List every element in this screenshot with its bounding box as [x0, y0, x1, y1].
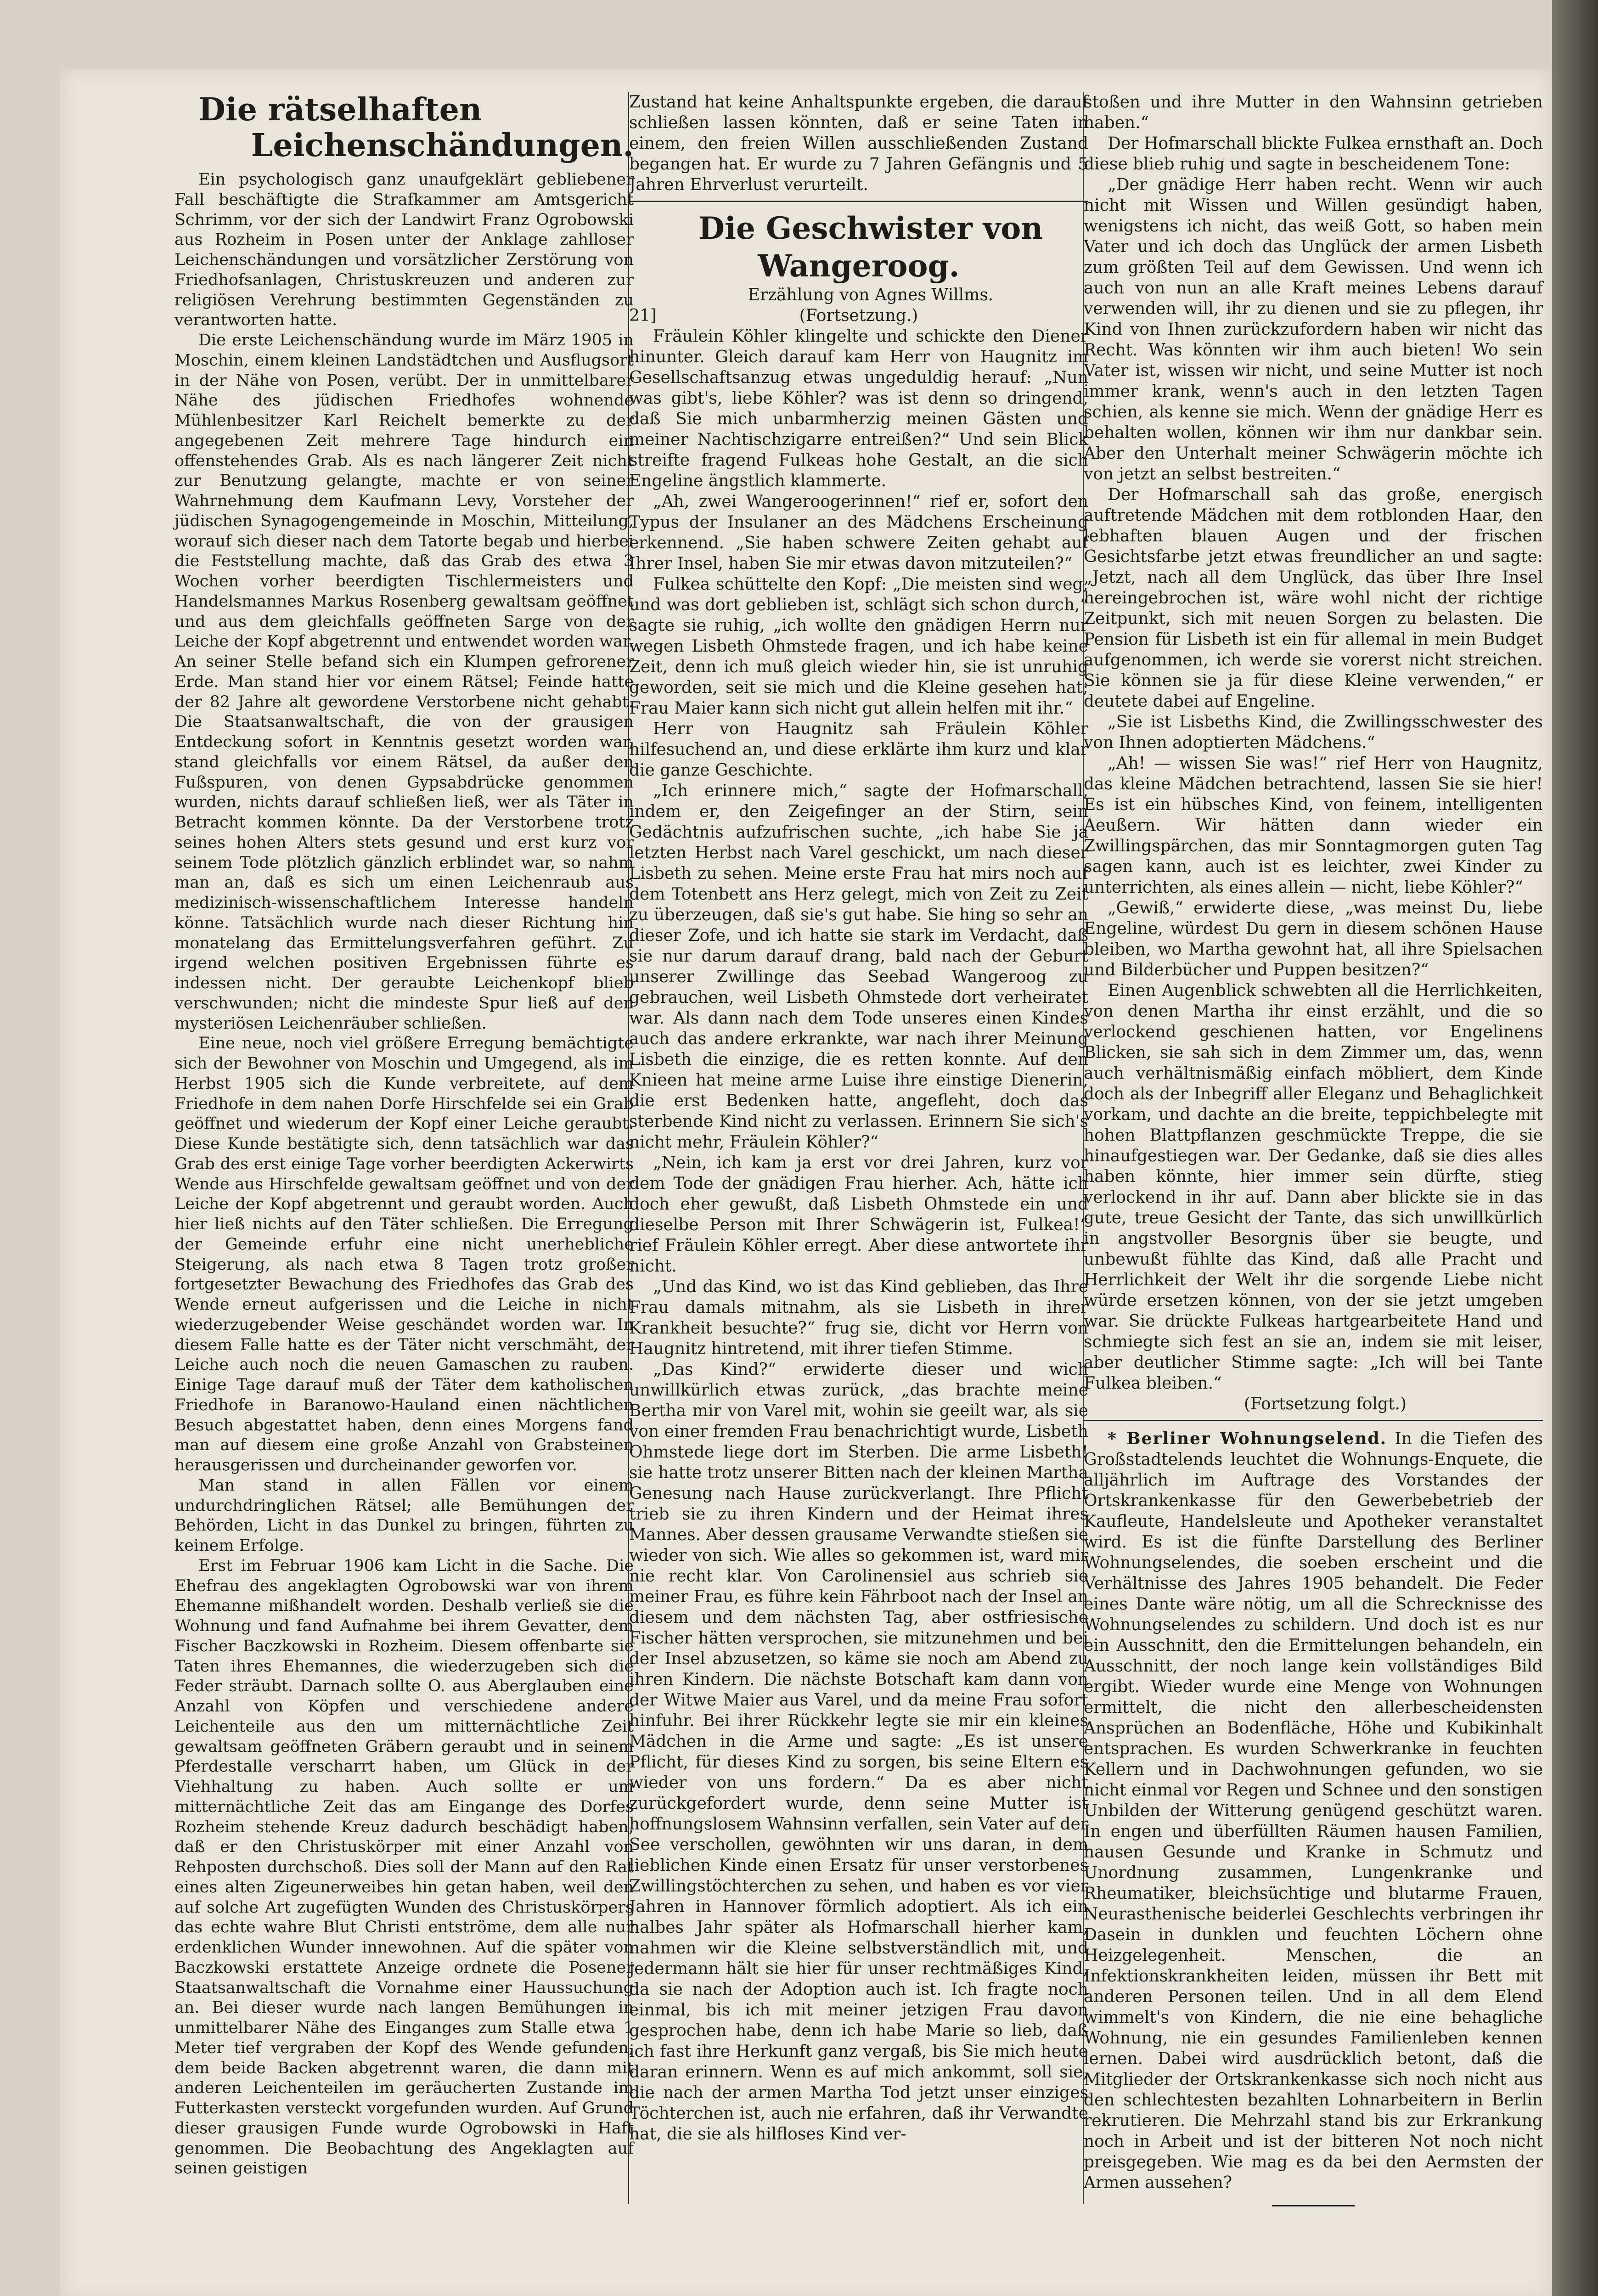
section-rule [629, 201, 1088, 202]
paragraph: Man stand in allen Fällen vor einem undurchdringlichen Rätsel; alle Bemühungen der Behörden, Licht in das Dunkel zu bringen, führten zu keinem Erfolge. [174, 1476, 634, 1555]
section-rule [1084, 1420, 1543, 1421]
paragraph: „Ah! — wissen Sie was!“ rief Herr von Haugnitz, das kleine Mädchen betrachtend, lassen Sie sie hier! Es ist ein hübsches Kind, von feinem, intelligenten Aeußern. Wir hätten dann wieder ein Zwillingspärchen, das mir Sonntagmorgen guten Tag sagen kann, auch ist es leichter, zwei Kinder zu unterrichten, als eines allein — nicht, liebe Köhler?“ [1084, 754, 1543, 897]
page-edge-shadow [1552, 0, 1598, 2296]
paragraph: Fulkea schüttelte den Kopf: „Die meisten sind weg, und was dort geblieben ist, schlägt sich schon durch,“ sagte sie ruhig, „ich wollte den gnädigen Herrn nur wegen Lisbeth Ohmstede fragen, und ich habe keine Zeit, denn ich muß gleich wieder hin, sie ist unruhig geworden, seit sie mich und die Kleine gesehen hat; Frau Maier kann sich nicht gut allein helfen mit ihr.“ [629, 575, 1088, 718]
article-title-line1: Die rätselhaften [198, 91, 482, 128]
installment-number: 21] [629, 306, 657, 325]
paragraph: „Das Kind?“ erwiderte dieser und wich unwillkürlich etwas zurück, „das brachte meine Bertha mir von Varel mit, wohin sie geeilt war, als sie von einer fremden Frau benachrichtigt wurde, Lisbeth Ohmstede liege dort im Sterben. Die arme Lisbeth! sie hatte trotz unserer Bitten nach der kleinen Martha Genesung nach Hause zurückverlangt. Ihre Pflicht trieb sie zu ihren Kindern und der Heimat ihres Mannes. Aber dessen grausame Verwandte stießen sie wieder von sich. Wie alles so gekommen ist, ward mir nie recht klar. Von Carolinensiel aus schrieb sie meiner Frau, es führe kein Fährboot nach der Insel an diesem und dem nächsten Tag, aber ostfriesische Fischer hätten versprochen, sie mitzunehmen und bei der Insel abzusetzen, so käme sie noch am Abend zu ihren Kindern. Die nächste Botschaft kam dann von der Witwe Maier aus Varel, und da meine Frau sofort hinfuhr. Bei ihrer Rückkehr legte sie mir ein kleines Mädchen in die Arme und sagte: „Es ist unsere Pflicht, für dieses Kind zu sorgen, bis seine Eltern es wieder von uns fordern.“ Da es aber nicht zurückgefordert wurde, denn seine Mutter ist hoffnungslosem Wahnsinn verfallen, sein Vater auf der See verschollen, gewöhnten wir uns daran, in dem lieblichen Kinde einen Ersatz für unser verstorbenes Zwillingstöchterchen zu sehen, und haben es vor vier Jahren in Hannover förmlich adoptiert. Als ich ein halbes Jahr später als Hofmarschall hierher kam, nahmen wir die Kleine selbstverständlich mit, und jedermann hält sie hier für unser rechtmäßiges Kind, da sie nach der Adoption auch ist. Ich fragte noch einmal, bis ich mit meiner jetzigen Frau davon gesprochen habe, denn ich habe Marie so lieb, daß ich fast ihre Herkunft ganz vergaß, bis Sie mich heute daran erinnern. Wenn es auf mich ankommt, soll sie, die nach der armen Martha Tod jetzt unser einziges Töchterchen ist, auch nie erfahren, daß ihr Verwandte hat, die sie als hilfloses Kind ver- [629, 1360, 1088, 2144]
paragraph: Ein psychologisch ganz unaufgeklärt gebliebener Fall beschäftigte die Strafkammer am Amtsgericht Schrimm, vor der sich der Landwirt Franz Ogrobowski aus Rozheim in Posen unter der Anklage zahlloser Leichenschändungen und vorsätzlicher Zerstörung von Friedhofsanlagen, Christuskreuzen und anderen zur religiösen Verehrung bestimmten Gegenständen zu verantworten hatte. [174, 170, 634, 330]
article-continuation: Zustand hat keine Anhaltspunkte ergeben, die darauf schließen lassen könnten, daß er seine Taten in einem, den freien Willen ausschließenden Zustand begangen hat. Er wurde zu 7 Jahren Gefängnis und 5 Jahren Ehrverlust verurteilt. [629, 93, 1088, 194]
notice-paragraph [1084, 1429, 1543, 2193]
story-author: Erzählung von Agnes Willms. [748, 286, 994, 304]
paragraph: Der Hofmarschall sah das große, energisch auftretende Mädchen mit dem rotblonden Haar, den lebhaften blauen Augen und der frischen Gesichtsfarbe jetzt etwas freundlicher an und sagte: „Jetzt, nach all dem Unglück, das über Ihre Insel hereingebrochen ist, wäre wohl nicht der richtige Zeitpunkt, sich mit neuen Sorgen zu belasten. Die Pension für Lisbeth ist ein für allemal in mein Budget aufgenommen, ich werde sie vorerst nicht streichen. Sie können sie ja für diese Kleine verwenden,“ er deutete dabei auf Engeline. [1084, 485, 1543, 711]
paragraph: Herr von Haugnitz sah Fräulein Köhler hilfesuchend an, und diese erklärte ihm kurz und klar die ganze Geschichte. [629, 720, 1088, 780]
notice-text: In die Tiefen des Großstadtelends leuchtet die Wohnungs-Enquete, die alljährlich im Auftrage des Vorstandes der Ortskrankenkasse für den Gewerbebetrieb der Kaufleute, Handelsleute und Apotheker veranstaltet wird. Es ist die fünfte Darstellung des Berliner Wohnungselendes, die soeben erscheint und die Verhältnisse des Jahres 1905 behandelt. Die Feder eines Dante wäre nötig, um all die Schrecknisse des Wohnungselendes zu schildern. Und doch ist es nur ein Ausschnitt, den die Ermittelungen behandeln, ein Ausschnitt, der noch lange kein vollständiges Bild ergibt. Wieder wurde eine Menge von Wohnungen ermittelt, die nicht den allerbescheidensten Ansprüchen an Bodenfläche, Höhe und Kubikinhalt entsprachen. Es wurden Schwerkranke in feuchten Kellern und in Dachwohnungen gefunden, wo sie nicht einmal vor Regen und Schnee und den sonstigen Unbilden der Witterung genügend geschützt waren. In engen und überfüllten Räumen hausen Familien, hausen Gesunde und Kranke in Schmutz und Unordnung zusammen, Lungenkranke und Rheumatiker, bleichsüchtige und blutarme Frauen, Neurasthenische beiderlei Geschlechts verbringen ihr Dasein in dunklen und feuchten Löchern ohne Heizgelegenheit. Menschen, die an Infektionskrankheiten leiden, müssen ihr Bett mit anderen Personen teilen. Und in all dem Elend wimmelt's von Kindern, die nie eine behagliche Wohnung, nie ein gesundes Familienleben kennen lernen. Dabei wird ausdrücklich betont, daß die Mitglieder der Ortskrankenkasse sich noch nicht aus den schlechtesten bezahlten Lohnarbeitern in Berlin rekrutieren. Die Mehrzahl stand bis zur Erkrankung noch in Arbeit und ist der bitteren Not noch nicht preisgegeben. Wie mag es da bei den Aermsten der Armen aussehen? [1084, 1429, 1543, 2192]
article-title-line2: Leichenschändungen. [251, 127, 634, 164]
paragraph: „Ich erinnere mich,“ sagte der Hofmarschall, indem er, den Zeigefinger an der Stirn, sein Gedächtnis aufzufrischen suchte, „ich habe Sie ja letzten Herbst nach Varel geschickt, um nach dieser Lisbeth zu sehen. Meine erste Frau hat mirs noch auf dem Totenbett ans Herz gelegt, mich von Zeit zu Zeit zu überzeugen, daß sie's gut habe. Sie hing so sehr an dieser Zofe, und ich hatte sie stark im Verdacht, daß sie nur darum darauf drang, bald nach der Geburt unserer Zwillinge das Seebad Wangeroog zu gebrauchen, weil Lisbeth Ohmstede dort verheiratet war. Als dann nach dem Tode unseres einen Kindes auch das andere erkrankte, war nach ihrer Meinung Lisbeth die einzige, die es retten konnte. Auf den Knieen hat meine arme Luise ihre einstige Dienerin, die erst Bedenken hatte, angefleht, doch das sterbende Kind nicht zu verlassen. Erinnern Sie sich's nicht mehr, Fräulein Köhler?“ [629, 782, 1088, 1152]
continuation-label: (Fortsetzung.) [799, 306, 918, 325]
story-title: Die Geschwister von Wangeroog. [698, 210, 1043, 284]
paragraph: „Der gnädige Herr haben recht. Wenn wir auch nicht mit Wissen und Willen gesündigt haben, wenigstens ich nicht, das weiß Gott, so haben mein Vater und ich doch das Unglück der armen Lisbeth zum größten Teil auf dem Gewissen. Und wenn ich auch von nun an alle Kraft meines Lebens darauf verwenden will, ihr zu dienen und sie zu pflegen, ihr Kind von Ihnen zurückzufordern haben wir nicht das Recht. Was könnten wir ihm auch bieten! Wo sein Vater ist, wissen wir nicht, und seine Mutter ist noch immer krank, wenn's auch in den letzten Tagen schien, als kenne sie mich. Wenn der gnädige Herr es behalten wollen, können wir ihm nur dankbar sein. Aber den Unterhalt meiner Schwägerin möchte ich von jetzt an selbst bestreiten.“ [1084, 175, 1543, 484]
continuation-footer: (Fortsetzung folgt.) [1244, 1395, 1407, 1413]
paragraph: „Sie ist Lisbeths Kind, die Zwillingsschwester des von Ihnen adoptierten Mädchens.“ [1084, 713, 1543, 752]
end-rule [1272, 2205, 1355, 2206]
paragraph: Fräulein Köhler klingelte und schickte den Diener hinunter. Gleich darauf kam Herr von Haugnitz im Gesellschaftsanzug etwas ungeduldig herauf: „Nun was gibt's, liebe Köhler? was ist denn so dringend, daß Sie mich unbarmherzig meinen Gästen und meiner Nachtischzigarre entreißen?“ Und sein Blick streifte fragend Fulkeas hohe Gestalt, an die sich Engeline ängstlich klammerte. [629, 327, 1088, 490]
paragraph: „Und das Kind, wo ist das Kind geblieben, das Ihre Frau damals mitnahm, als sie Lisbeth in ihrer Krankheit besuchte?“ frug sie, dicht vor Herrn von Haugnitz hintretend, mit ihrer tiefen Stimme. [629, 1277, 1088, 1358]
installment-line [629, 305, 1088, 326]
paragraph: stoßen und ihre Mutter in den Wahnsinn getrieben haben.“ [1084, 93, 1543, 132]
newspaper-page [60, 69, 1552, 2296]
column-right [1084, 92, 1543, 2206]
paragraph: „Ah, zwei Wangeroogerinnen!“ rief er, sofort den Typus der Insulaner an des Mädchens Erscheinung erkennend. „Sie haben schwere Zeiten gehabt auf Ihrer Insel, haben Sie mir etwas davon mitzuteilen?“ [629, 492, 1088, 573]
notice-title: * Berliner Wohnungselend. [1108, 1429, 1387, 1448]
paragraph: Eine neue, noch viel größere Erregung bemächtigte sich der Bewohner von Moschin und Umgegend, als im Herbst 1905 sich die Kunde verbreitete, auf dem Friedhofe in dem nahen Dorfe Hirschfelde sei ein Grab geöffnet und wiederum der Kopf einer Leiche geraubt. Diese Kunde bestätigte sich, denn tatsächlich war das Grab des erst einige Tage vorher beerdigten Ackerwirts Wende aus Hirschfelde gewaltsam geöffnet und von der Leiche der Kopf abgetrennt und geraubt worden. Auch hier ließ nichts auf den Täter schließen. Die Erregung der Gemeinde erfuhr eine nicht unerhebliche Steigerung, als nach etwa 8 Tagen trotz großer fortgesetzter Bewachung des Friedhofes das Grab des Wende erneut aufgerissen und die Leiche in nicht wiederzugebender Weise geschändet worden war. In diesem Falle hatte es der Täter nicht verschmäht, der Leiche auch noch die neuen Gamaschen zu rauben. Einige Tage darauf muß der Täter dem katholischen Friedhofe in Baranowo-Hauland einen nächtlichen Besuch abgestattet haben, denn eines Morgens fand man auf diesem eine große Anzahl von Grabsteinen herausgerissen und durcheinander geworfen vor. [174, 1034, 634, 1474]
column-middle [629, 92, 1088, 2144]
paragraph: „Nein, ich kam ja erst vor drei Jahren, kurz vor dem Tode der gnädigen Frau hierher. Ach, hätte ich doch eher gewußt, daß Lisbeth Ohmstede ein und dieselbe Person mit Ihrer Schwägerin ist, Fulkea!“ rief Fräulein Köhler erregt. Aber diese antwortete ihr nicht. [629, 1154, 1088, 1276]
paragraph: Der Hofmarschall blickte Fulkea ernsthaft an. Doch diese blieb ruhig und sagte in bescheidenem Tone: [1084, 134, 1543, 174]
paragraph: Die erste Leichenschändung wurde im März 1905 in Moschin, einem kleinen Landstädtchen und Ausflugsort in der Nähe von Posen, verübt. Der in unmittelbarer Nähe des jüdischen Friedhofes wohnende Mühlenbesitzer Karl Reichelt bemerkte zu der angegebenen Zeit mehrere Tage hindurch ein offenstehendes Grab. Als es nach längerer Zeit nicht zur Benutzung gelangte, machte er von seiner Wahrnehmung dem Kaufmann Levy, Vorsteher der jüdischen Synagogengemeinde in Moschin, Mitteilung, worauf sich dieser nach dem Tatorte begab und hierbei die Feststellung machte, daß das Grab des etwa 3 Wochen vorher beerdigten Tischlermeisters und Handelsmannes Markus Rosenberg gewaltsam geöffnet und aus dem gleichfalls geöffneten Sarge von der Leiche der Kopf abgetrennt und entwendet worden war. An seiner Stelle befand sich ein Klumpen gefrorener Erde. Man stand hier vor einem Rätsel; Feinde hatte der 82 Jahre alt gewordene Verstorbene nicht gehabt. Die Staatsanwaltschaft, die von der grausigen Entdeckung sofort in Kenntnis gesetzt worden war, stand gleichfalls vor einem Rätsel, da außer den Fußspuren, von denen Gypsabdrücke genommen wurden, nichts darauf schließen ließ, wer als Täter in Betracht kommen könnte. Da der Verstorbene trotz seines hohen Alters stets gesund und erst kurz vor seinem Tode plötzlich gänzlich erblindet war, so nahm man an, daß es sich um einen Leichenraub aus medizinisch-wissenschaftlichem Interesse handeln könne. Tatsächlich wurde nach dieser Richtung hin monatelang das Ermittelungsverfahren geführt. Zu irgend welchen positiven Ergebnissen führte es indessen nicht. Der geraubte Leichenkopf blieb verschwunden; nicht die mindeste Spur ließ auf den mysteriösen Leichenräuber schließen. [174, 331, 634, 1033]
paragraph: Einen Augenblick schwebten all die Herrlichkeiten, von denen Martha ihr einst erzählt, und die so verlockend geschienen hatten, vor Engelinens Blicken, sie sah sich in dem Zimmer um, das, wenn auch verhältnismäßig einfach möbliert, dem Kinde doch als der Inbegriff aller Eleganz und Behaglichkeit vorkam, und dachte an die breite, teppichbelegte mit hohen Blattpflanzen geschmückte Treppe, die sie hinaufgestiegen war. Der Gedanke, daß sie dies alles haben könnte, hier immer sein dürfte, stieg verlockend in ihr auf. Dann aber blickte sie in das gute, treue Gesicht der Tante, das sich unwillkürlich in angstvoller Besorgnis über sie beugte, und unbewußt fühlte das Kind, daß alle Pracht und Herrlichkeit der Welt ihr die sorgende Liebe nicht würde ersetzen können, von der sie jetzt umgeben war. Sie drückte Fulkeas hartgearbeitete Hand und schmiegte sich fest an sie an, indem sie mit leiser, aber deutlicher Stimme sagte: „Ich will bei Tante Fulkea bleiben.“ [1084, 981, 1543, 1393]
paragraph: Erst im Februar 1906 kam Licht in die Sache. Die Ehefrau des angeklagten Ogrobowski war von ihrem Ehemanne mißhandelt worden. Deshalb verließ sie die Wohnung und fand Aufnahme bei ihrem Gevatter, dem Fischer Baczkowski in Rozheim. Diesem offenbarte sie Taten ihres Ehemannes, die wiederzugeben sich die Feder sträubt. Darnach sollte O. aus Aberglauben eine Anzahl von Köpfen und verschiedene andere Leichenteile aus den um mitternächtliche Zeit gewaltsam geöffneten Gräbern geraubt und in seinem Pferdestalle verscharrt haben, um Glück in der Viehhaltung zu haben. Auch sollte er um mitternächtliche Zeit das am Eingange des Dorfes Rozheim stehende Kreuz dadurch beschädigt haben, daß er den Christuskörper mit einer Anzahl von Rehposten durchschoß. Dies soll der Mann auf den Rat eines alten Zigeunerweibes hin getan haben, weil den auf solche Art zugefügten Wunden des Christuskörpers das echte wahre Blut Christi entströme, dem alle nur erdenklichen Wunder innewohnen. Auf die später von Baczkowski erstattete Anzeige ordnete die Posener Staatsanwaltschaft die Vornahme einer Haussuchung an. Bei dieser wurde nach langen Bemühungen in unmittelbarer Nähe des Einganges zum Stalle etwa 1 Meter tief vergraben der Kopf des Wende gefunden, dem beide Backen abgetrennt waren, die dann mit anderen Leichenteilen im geräucherten Zustande im Futterkasten versteckt vorgefunden wurden. Auf Grund dieser grausigen Funde wurde Ogrobowski in Haft genommen. Die Beobachtung des Angeklagten auf seinen geistigen [174, 1556, 634, 2178]
paragraph: „Gewiß,“ erwiderte diese, „was meinst Du, liebe Engeline, würdest Du gern in diesem schönen Hause bleiben, wo Martha gewohnt hat, all ihre Spielsachen und Bilderbücher und Puppen besitzen?“ [1084, 899, 1543, 979]
column-left [174, 92, 634, 2179]
